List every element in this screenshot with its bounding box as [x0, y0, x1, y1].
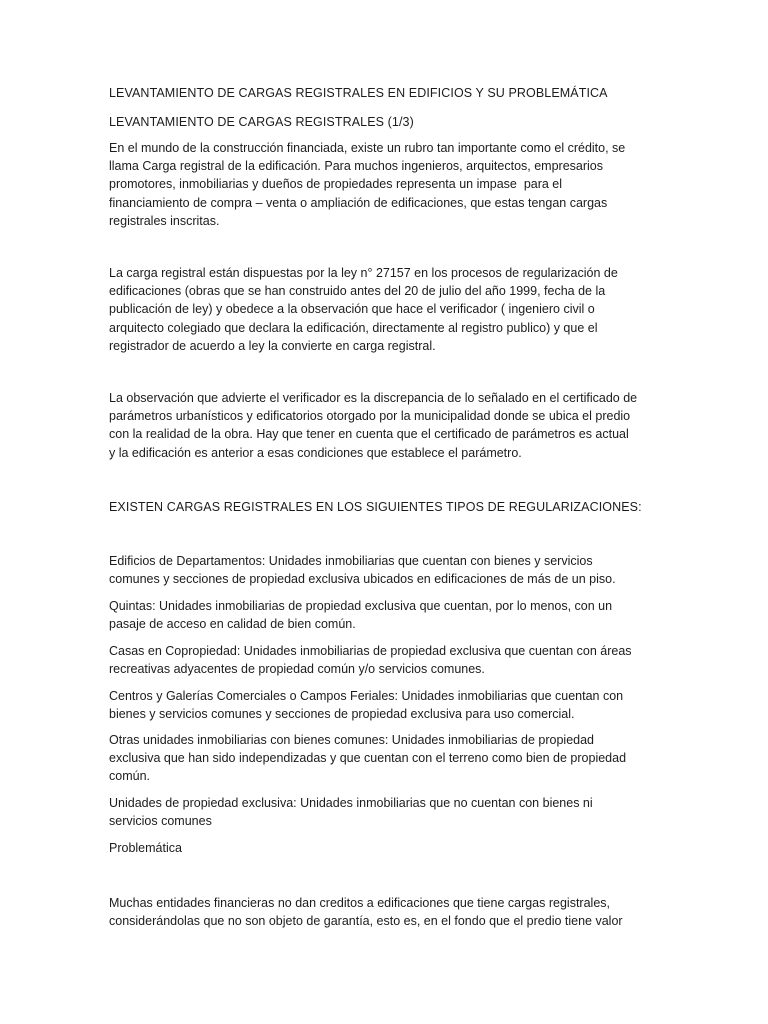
- list-item-line: bienes y servicios comunes y secciones de propiedad exclusiva para uso comercial.: [109, 707, 575, 722]
- list-item-line: recreativas adyacentes de propiedad común y/o servicios comunes.: [109, 662, 485, 677]
- list-item-line: Centros y Galerías Comerciales o Campos Feriales: Unidades inmobiliarias que cuentan con: [109, 689, 624, 703]
- paragraph-carga-registral: [109, 264, 728, 355]
- paragraph-line: publicación de ley) y obedece a la observación que hace el verificador ( ingeniero civil o: [109, 302, 595, 317]
- paragraph-line: registrador de acuerdo a ley la convierte en carga registral.: [109, 338, 436, 353]
- paragraph-line: edificaciones (obras que se han construido antes del 20 de julio del año 1999, fecha de la: [109, 284, 606, 299]
- subtitle-line: LEVANTAMIENTO DE CARGAS REGISTRALES (1/3): [109, 115, 414, 129]
- type-item-unidades: [109, 794, 728, 830]
- paragraph-intro: [109, 139, 728, 230]
- type-item-quintas: [109, 597, 728, 633]
- list-item-line: Edificios de Departamentos: Unidades inmobiliarias que cuentan con bienes y servicios: [109, 554, 593, 568]
- paragraph-line: considerándolas que no son objeto de garantía, esto es, en el fondo que el predio tiene valor: [109, 914, 623, 929]
- list-item-line: servicios comunes: [109, 814, 212, 829]
- type-item-edificios: [109, 552, 728, 588]
- paragraph-line: arquitecto colegiado que declara la edificación, directamente al registro publico) y que el: [109, 320, 598, 335]
- document-subtitle: [109, 113, 728, 131]
- paragraph-line: En el mundo de la construcción financiada, existe un rubro tan importante como el crédito, se: [109, 141, 626, 155]
- paragraph-line: promotores, inmobiliarias y dueños de propiedades representa un impase para el: [109, 177, 563, 192]
- list-item-line: Otras unidades inmobiliarias con bienes comunes: Unidades inmobiliarias de propiedad: [109, 733, 594, 747]
- list-item-line: Casas en Copropiedad: Unidades inmobiliarias de propiedad exclusiva que cuentan con áreas: [109, 644, 632, 658]
- list-item-line: Unidades de propiedad exclusiva: Unidades inmobiliarias que no cuentan con bienes ni: [109, 796, 593, 810]
- paragraph-line: y la edificación es anterior a esas condiciones que establece el parámetro.: [109, 445, 522, 460]
- list-item-line: Quintas: Unidades inmobiliarias de propiedad exclusiva que cuentan, por lo menos, con un: [109, 599, 613, 613]
- paragraph-line: llama Carga registral de la edificación. Para muchos ingenieros, arquitectos, empresarios: [109, 159, 603, 174]
- section-heading-line: EXISTEN CARGAS REGISTRALES EN LOS SIGUIENTES TIPOS DE REGULARIZACIONES:: [109, 500, 642, 514]
- type-item-centros: [109, 687, 728, 723]
- paragraph-line: parámetros urbanísticos y edificatorios otorgado por la municipalidad donde se ubica el predio: [109, 409, 631, 424]
- list-item-line: comunes y secciones de propiedad exclusiva ubicados en edificaciones de más de un piso.: [109, 572, 616, 587]
- type-item-otras: [109, 731, 728, 786]
- list-item-line: común.: [109, 769, 150, 784]
- paragraph-line: registrales inscritas.: [109, 213, 220, 228]
- paragraph-line: con la realidad de la obra. Hay que tener en cuenta que el certificado de parámetros es actual: [109, 427, 629, 442]
- paragraph-line: La observación que advierte el verificador es la discrepancia de lo señalado en el certificado de: [109, 391, 638, 405]
- list-item-line: pasaje de acceso en calidad de bien común.: [109, 617, 356, 632]
- type-item-casas: [109, 642, 728, 678]
- paragraph-line: financiamiento de compra – venta o ampliación de edificaciones, que estas tengan cargas: [109, 195, 608, 210]
- list-item-line: exclusiva que han sido independizadas y que cuentan con el terreno como bien de propiedad: [109, 751, 627, 766]
- problem-heading-line: Problemática: [109, 841, 182, 855]
- title-line: LEVANTAMIENTO DE CARGAS REGISTRALES EN EDIFICIOS Y SU PROBLEMÁTICA: [109, 86, 608, 100]
- paragraph-observacion: [109, 389, 728, 462]
- section-heading: [109, 498, 728, 516]
- paragraph-problematica: [109, 894, 728, 930]
- paragraph-line: La carga registral están dispuestas por la ley n° 27157 en los procesos de regularización de: [109, 266, 618, 280]
- paragraph-line: Muchas entidades financieras no dan creditos a edificaciones que tiene cargas registrales,: [109, 896, 610, 910]
- problem-heading: [109, 839, 728, 857]
- document-title: [109, 84, 728, 102]
